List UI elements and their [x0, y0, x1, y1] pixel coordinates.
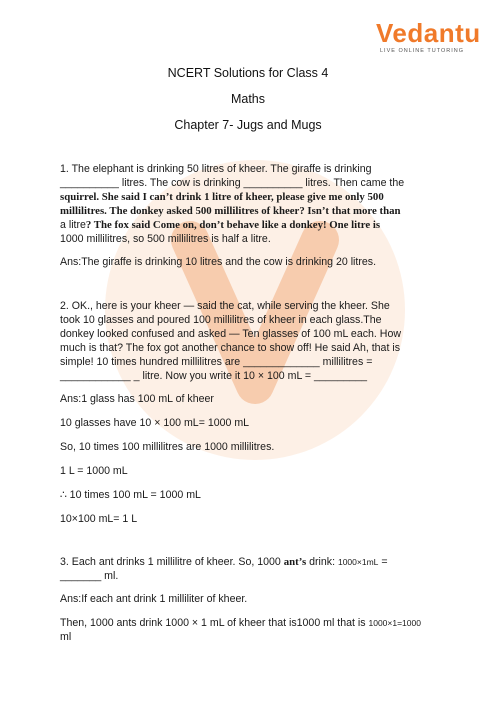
- q2-line-5: simple! 10 times hundred millilitres are _____________ millilitres =: [60, 356, 373, 368]
- q2-line-2: took 10 glasses and poured 100 millilitres of kheer in each glass.The: [60, 314, 382, 326]
- q2-answer-4: 1 L = 1000 mL: [60, 465, 128, 477]
- q2-line-4: much is that? The fox got another chance to show off! He said Ah, that is: [60, 342, 400, 354]
- vedantu-logo: [362, 18, 482, 60]
- q1-line-5a: a litre: [60, 219, 86, 231]
- chapter-title: Chapter 7- Jugs and Mugs: [174, 118, 322, 132]
- q3-answer-2a: Then, 1000 ants drink 1000 × 1 mL of kheer that is1000 ml that is: [60, 617, 369, 629]
- q2-answer-6: 10×100 mL= 1 L: [60, 513, 138, 525]
- q3-line-1: [60, 555, 388, 569]
- q3-line-2: _______ ml.: [60, 570, 119, 582]
- q1-line-2-text: __________ litres. The cow is drinking __________ litres. Then came the: [60, 177, 405, 189]
- q3-answer-2: [60, 616, 421, 630]
- q1-line-5: [60, 218, 380, 232]
- q3-line-1e: =: [378, 556, 388, 568]
- subject-title: Maths: [230, 92, 266, 106]
- q2-answer-5: ∴ 10 times 100 mL = 1000 mL: [60, 489, 201, 501]
- q1-line-3: squirrel. She said I can’t drink 1 litre of kheer, please give me only 500: [60, 191, 384, 203]
- q3-answer-formula: 1000×1=1000: [368, 618, 421, 628]
- q2-answer-2: 10 glasses have 10 × 100 mL= 1000 mL: [60, 417, 250, 429]
- q3-answer-1: Ans:If each ant drink 1 milliliter of kheer.: [60, 593, 248, 605]
- q2-line-1: 2. OK., here is your kheer — said the cat, while serving the kheer. She: [60, 300, 390, 312]
- q2-line-3: donkey looked confused and asked — Ten glasses of 100 mL each. How: [60, 328, 401, 340]
- logo-wordmark: Vedantu: [376, 18, 481, 48]
- q2-answer-3: So, 10 times 100 millilitres are 1000 millilitres.: [60, 441, 275, 453]
- q3-line-1c: drink:: [306, 556, 338, 568]
- q2-answer-1: Ans:1 glass has 100 mL of kheer: [60, 393, 214, 405]
- q3-formula: 1000×1mL: [337, 557, 379, 567]
- q3-answer-3: ml: [60, 631, 72, 643]
- q1-line-5b: ? The fox said Come on, don’t behave like a donkey! One litre is: [85, 219, 381, 231]
- q1-line-2: [60, 176, 404, 190]
- document-title: NCERT Solutions for Class 4: [167, 66, 329, 80]
- q2-line-6: ____________ _ litre. Now you write it 10 × 100 mL = _________: [60, 370, 368, 382]
- q1-line-6: 1000 millilitres, so 500 millilitres is half a litre.: [60, 233, 271, 245]
- q3-line-1b: ant’s: [283, 556, 307, 568]
- q3-line-1a: 3. Each ant drinks 1 millilitre of kheer. So, 1000: [60, 556, 284, 568]
- logo-tagline: LIVE ONLINE TUTORING: [380, 48, 464, 54]
- q1-line-1: 1. The elephant is drinking 50 litres of kheer. The giraffe is drinking: [60, 163, 372, 175]
- q1-line-4: millilitres. The donkey asked 500 millilitres of kheer? Isn’t that more than: [60, 205, 401, 217]
- q1-answer: Ans:The giraffe is drinking 10 litres and the cow is drinking 20 litres.: [60, 256, 377, 268]
